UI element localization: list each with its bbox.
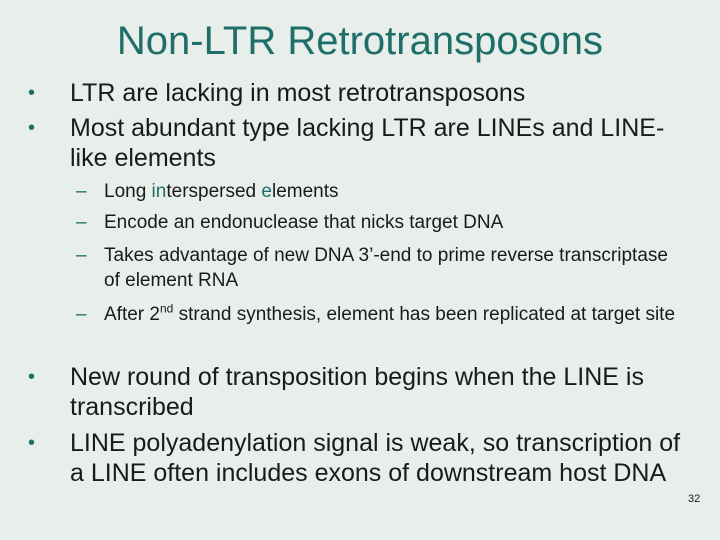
dash-glyph: – [76,245,87,266]
highlight-letters: in [151,181,167,202]
bullet-item [24,113,684,173]
bullet-text: New round of transposition begins when the LINE is transcribed [70,363,644,421]
highlight-letters: e [261,181,272,202]
sub-bullet-text: Takes advantage of new DNA 3’-end to prime reverse transcriptase of element RNA [104,245,668,291]
sub-bullet-item [76,302,686,327]
sub-bullet-item [76,179,686,204]
bullet-glyph: • [28,117,36,139]
sub-bullet-text: Encode an endonuclease that nicks target DNA [104,212,504,233]
sub-bullet-text: After 2nd strand synthesis, element has been replicated at target site [104,301,676,325]
dash-glyph: – [76,212,87,233]
bullet-glyph: • [28,366,36,388]
page-number: 32 [688,493,701,505]
bullet-text: Most abundant type lacking LTR are LINEs and LINE-like elements [70,114,665,172]
bullet-glyph: • [28,82,36,104]
sub-bullet-text: Long interspersed elements [104,181,339,202]
dash-glyph: – [76,181,87,202]
bullet-text: LTR are lacking in most retrotransposons [70,79,526,107]
sub-bullet-item [76,210,686,235]
superscript: nd [159,301,174,316]
slide-title: Non-LTR Retrotransposons [116,19,604,63]
dash-glyph: – [76,304,87,325]
bullet-item [24,78,684,108]
bullet-text: LINE polyadenylation signal is weak, so transcription of a LINE often includes exons of downstream host DNA [70,429,681,487]
bullet-item [24,428,684,488]
bullet-item [24,362,684,422]
bullet-glyph: • [28,432,36,454]
sub-bullet-item [76,243,686,293]
